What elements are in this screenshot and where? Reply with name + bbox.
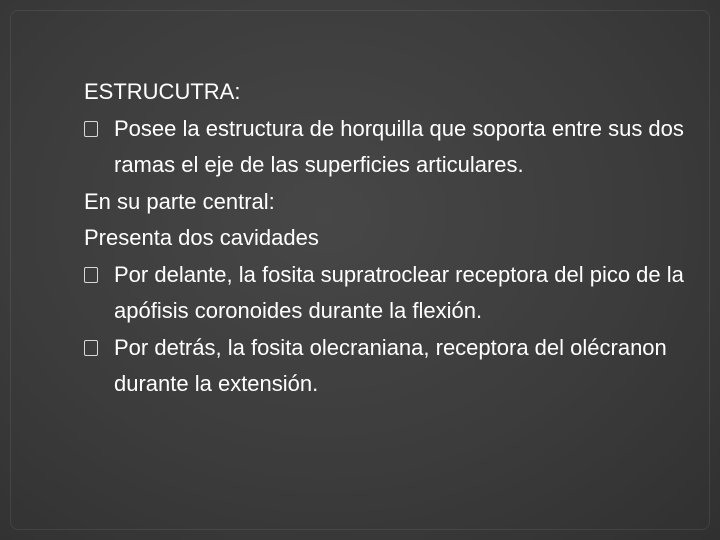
bullet-text: Por detrás, la fosita olecraniana, receptora del olécranon durante la extensión.: [114, 334, 667, 396]
bullet-item-back: [84, 330, 684, 403]
placeholder-box-icon: [84, 121, 98, 137]
heading: ESTRUCUTRA:: [84, 79, 241, 104]
bullet-item-front: [84, 257, 684, 330]
text-line-cavidades: Presenta dos cavidades: [84, 225, 319, 250]
bullet-text: Posee la estructura de horquilla que soporta entre sus dos ramas el eje de las superficies articulares.: [114, 115, 684, 177]
placeholder-box-icon: [84, 340, 98, 356]
bullet-text: Por delante, la fosita supratroclear receptora del pico de la apófisis coronoides durante la flexión.: [114, 261, 684, 323]
placeholder-box-icon: [84, 267, 98, 283]
text-line-central: En su parte central:: [84, 188, 275, 214]
slide-content: [84, 74, 684, 403]
bullet-item-structure: [84, 111, 684, 184]
